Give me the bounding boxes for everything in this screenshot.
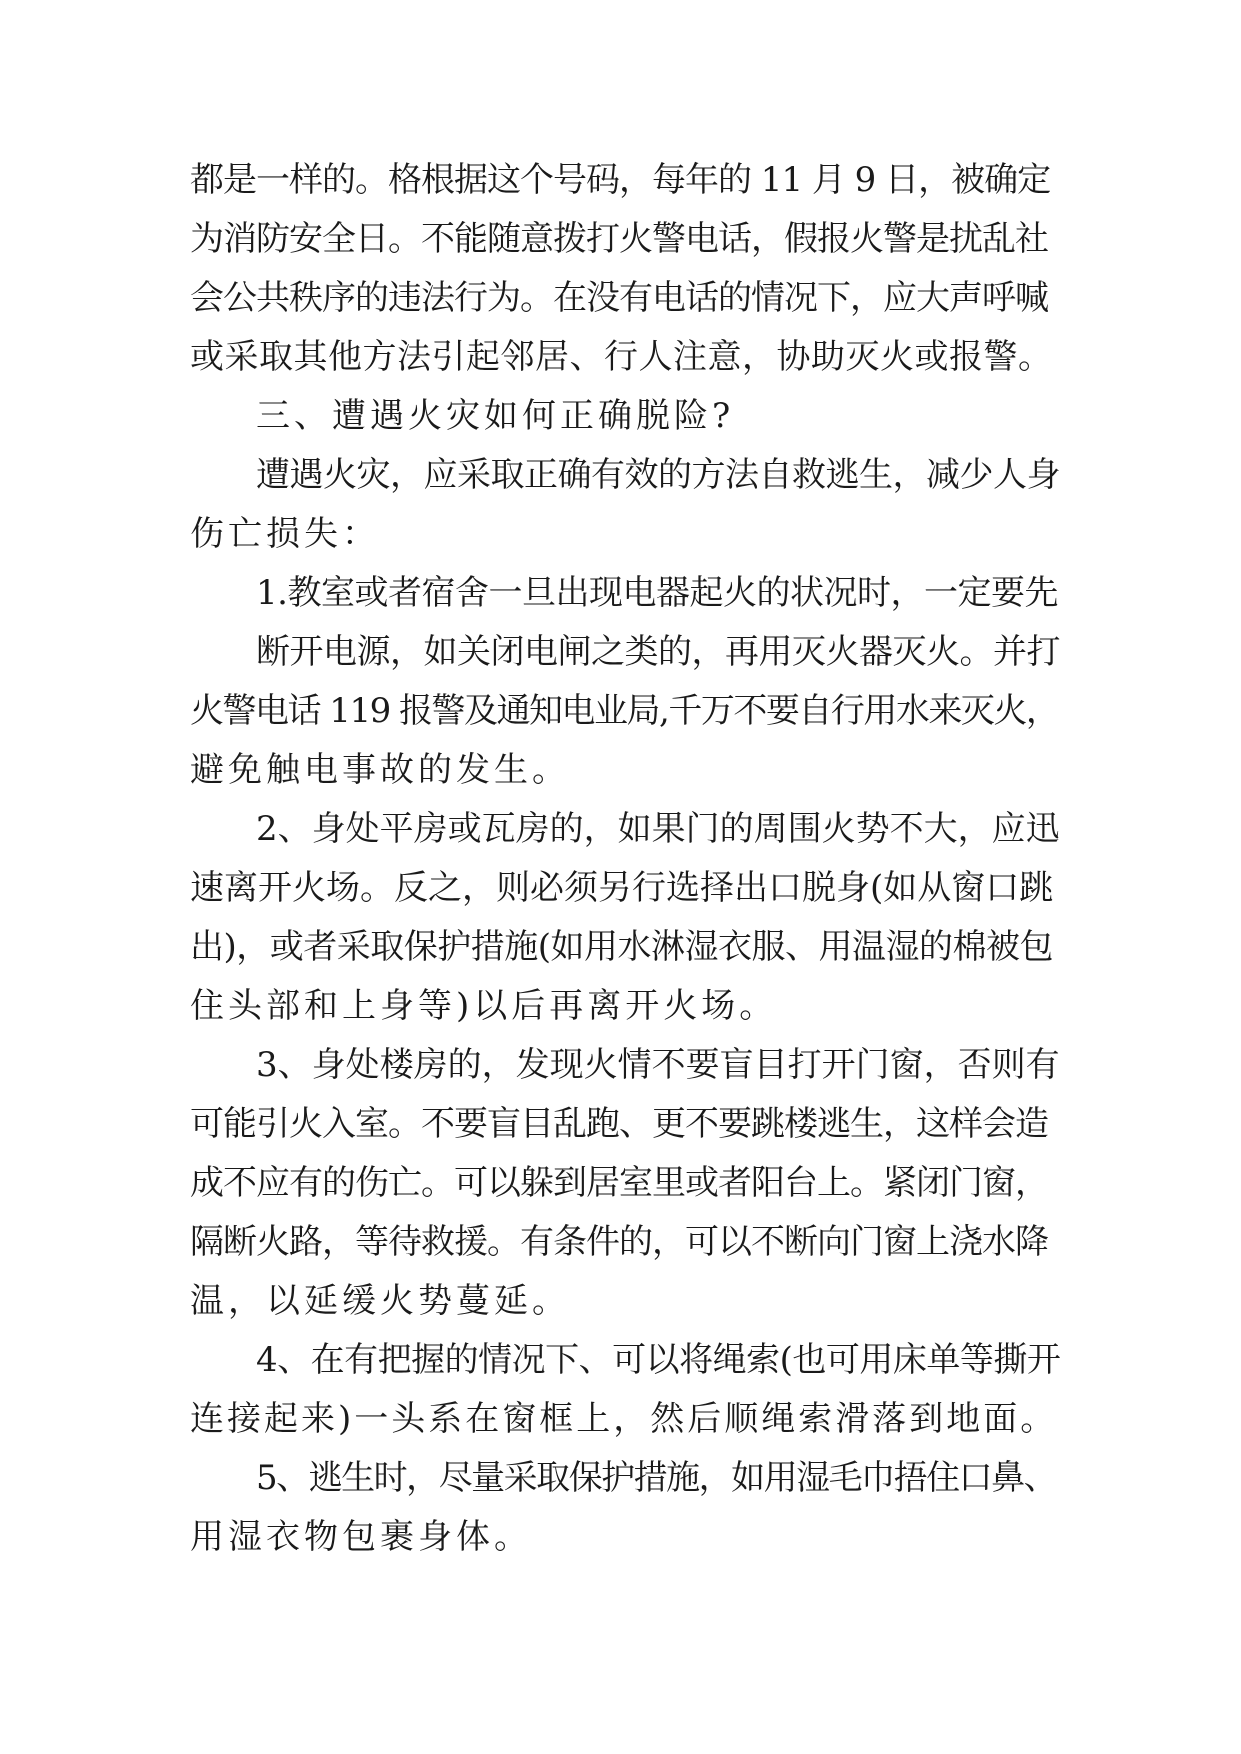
text-line: 出)，或者采取保护措施(如用水淋湿衣服、用温湿的棉被包 [190,927,1054,967]
text-line: 伤亡损失： [190,514,380,554]
text-line: 或采取其他方法引起邻居、行人注意，协助灭火或报警。 [190,337,1053,377]
text-line: 都是一样的。格根据这个号码，每年的 11 月 9 日，被确定 [190,160,1051,200]
text-line: 温，以延缓火势蔓延。 [190,1281,570,1321]
text-line: 3、身处楼房的，发现火情不要盲目打开门窗，否则有 [256,1045,1060,1085]
text-line: 成不应有的伤亡。可以躲到居室里或者阳台上。紧闭门窗， [190,1163,1048,1203]
text-line: 5、逃生时，尽量采取保护措施，如用湿毛巾捂住口鼻、 [256,1458,1057,1498]
text-line: 2、身处平房或瓦房的，如果门的周围火势不大，应迅 [256,809,1060,849]
text-line: 速离开火场。反之，则必须另行选择出口脱身(如从窗口跳 [190,868,1054,908]
text-line: 1.教室或者宿舍一旦出现电器起火的状况时，一定要先 [256,573,1058,613]
text-line: 会公共秩序的违法行为。在没有电话的情况下，应大声呼喊 [190,278,1048,318]
text-line: 遭遇火灾，应采取正确有效的方法自救逃生，减少人身 [256,455,1060,495]
text-line: 断开电源，如关闭电闸之类的，再用灭火器灭火。并打 [256,632,1060,672]
text-line: 避免触电事故的发生。 [190,750,570,790]
text-line: 住头部和上身等)以后再离开火场。 [190,986,778,1026]
section-heading: 三、遭遇火灾如何正确脱险? [256,396,735,436]
text-line: 4、在有把握的情况下、可以将绳索(也可用床单等撕开 [256,1340,1061,1380]
text-line: 用湿衣物包裹身体。 [190,1517,532,1557]
text-line: 可能引火入室。不要盲目乱跑、更不要跳楼逃生，这样会造 [190,1104,1048,1144]
text-line: 隔断火路，等待救援。有条件的，可以不断向门窗上浇水降 [190,1222,1048,1262]
text-line: 火警电话 119 报警及通知电业局,千万不要自行用水来灭火， [190,691,1059,731]
text-line: 为消防安全日。不能随意拨打火警电话，假报火警是扰乱社 [190,219,1048,259]
text-line: 连接起来)一头系在窗框上，然后顺绳索滑落到地面。 [190,1399,1058,1439]
